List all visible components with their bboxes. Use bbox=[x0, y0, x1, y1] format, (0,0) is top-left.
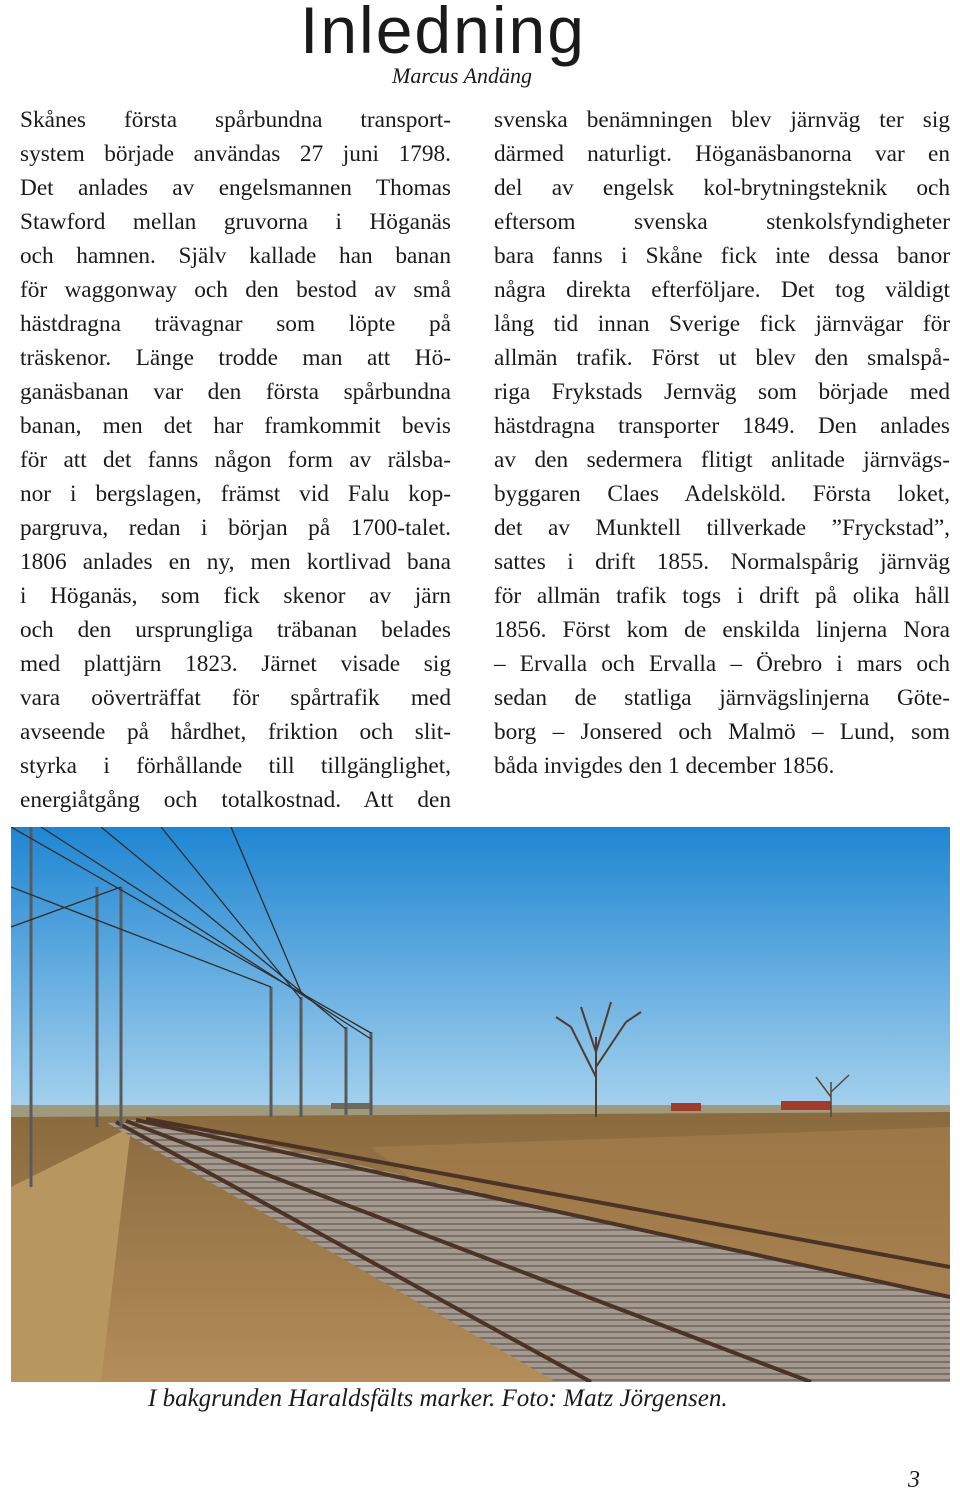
text-line: borg – Jonsered och Malmö – Lund, som bbox=[494, 719, 950, 745]
text-line: ganäsbanan var den första spårbundna bbox=[20, 379, 451, 405]
text-line: del av engelsk kol-brytningsteknik och bbox=[494, 175, 950, 201]
page-number: 3 bbox=[908, 1467, 920, 1493]
text-line: Det anlades av engelsmannen Thomas bbox=[20, 175, 451, 201]
text-line: och den ursprungliga träbanan belades bbox=[20, 617, 451, 643]
text-line: för allmän trafik togs i drift på olika håll bbox=[494, 583, 950, 609]
text-line: energiåtgång och totalkostnad. Att den bbox=[20, 787, 451, 813]
text-line: det av Munktell tillverkade ”Fryckstad”, bbox=[494, 515, 950, 541]
text-line: bara fanns i Skåne fick inte dessa banor bbox=[494, 243, 950, 269]
left-column bbox=[20, 103, 451, 817]
text-line: några direkta efterföljare. Det tog väldigt bbox=[494, 277, 950, 303]
text-line: – Ervalla och Ervalla – Örebro i mars och bbox=[494, 651, 950, 677]
text-line: och hamnen. Själv kallade han banan bbox=[20, 243, 451, 269]
text-line: hästdragna transporter 1849. Den anlades bbox=[494, 413, 950, 439]
text-line: riga Frykstads Jernväg som började med bbox=[494, 379, 950, 405]
author-name: Marcus Andäng bbox=[392, 63, 532, 88]
text-line: därmed naturligt. Höganäsbanorna var en bbox=[494, 141, 950, 167]
text-line: för waggonway och den bestod av små bbox=[20, 277, 451, 303]
text-line: vara oöverträffat för spårtrafik med bbox=[20, 685, 451, 711]
text-line: pargruva, redan i början på 1700-talet. bbox=[20, 515, 451, 541]
text-line: hästdragna trävagnar som löpte på bbox=[20, 311, 451, 337]
text-line: träskenor. Länge trodde man att Hö- bbox=[20, 345, 451, 371]
text-line: 1806 anlades en ny, men kortlivad bana bbox=[20, 549, 451, 575]
text-line: byggaren Claes Adelsköld. Första loket, bbox=[494, 481, 950, 507]
text-line: nor i bergslagen, främst vid Falu kop- bbox=[20, 481, 451, 507]
page-title: Inledning bbox=[300, 0, 586, 67]
figure-caption: I bakgrunden Haraldsfälts marker. Foto: Matz Jörgensen. bbox=[148, 1385, 728, 1412]
text-line: styrka i förhållande till tillgänglighet, bbox=[20, 753, 451, 779]
text-line: sedan de statliga järnvägslinjerna Göte- bbox=[494, 685, 950, 711]
text-line: båda invigdes den 1 december 1856. bbox=[494, 753, 835, 779]
text-line: av den sedermera flitigt anlitade järnvägs- bbox=[494, 447, 950, 473]
text-line: allmän trafik. Först ut blev den smalspå- bbox=[494, 345, 950, 371]
text-line: svenska benämningen blev järnväg ter sig bbox=[494, 107, 950, 133]
text-line: lång tid innan Sverige fick järnvägar för bbox=[494, 311, 950, 337]
text-line: för att det fanns någon form av rälsba- bbox=[20, 447, 451, 473]
right-column bbox=[494, 103, 950, 783]
text-line: banan, men det har framkommit bevis bbox=[20, 413, 451, 439]
text-line: med plattjärn 1823. Järnet visade sig bbox=[20, 651, 451, 677]
text-line: i Höganäs, som fick skenor av järn bbox=[20, 583, 451, 609]
text-line: Stawford mellan gruvorna i Höganäs bbox=[20, 209, 451, 235]
railway-photo bbox=[11, 827, 950, 1382]
text-line: 1856. Först kom de enskilda linjerna Nora bbox=[494, 617, 950, 643]
text-line: sattes i drift 1855. Normalspårig järnväg bbox=[494, 549, 950, 575]
text-line: eftersom svenska stenkolsfyndigheter bbox=[494, 209, 950, 235]
text-line: avseende på hårdhet, friktion och slit- bbox=[20, 719, 451, 745]
sky bbox=[11, 827, 950, 1117]
text-line: Skånes första spårbundna transport- bbox=[20, 107, 451, 133]
text-line: system började användas 27 juni 1798. bbox=[20, 141, 451, 167]
